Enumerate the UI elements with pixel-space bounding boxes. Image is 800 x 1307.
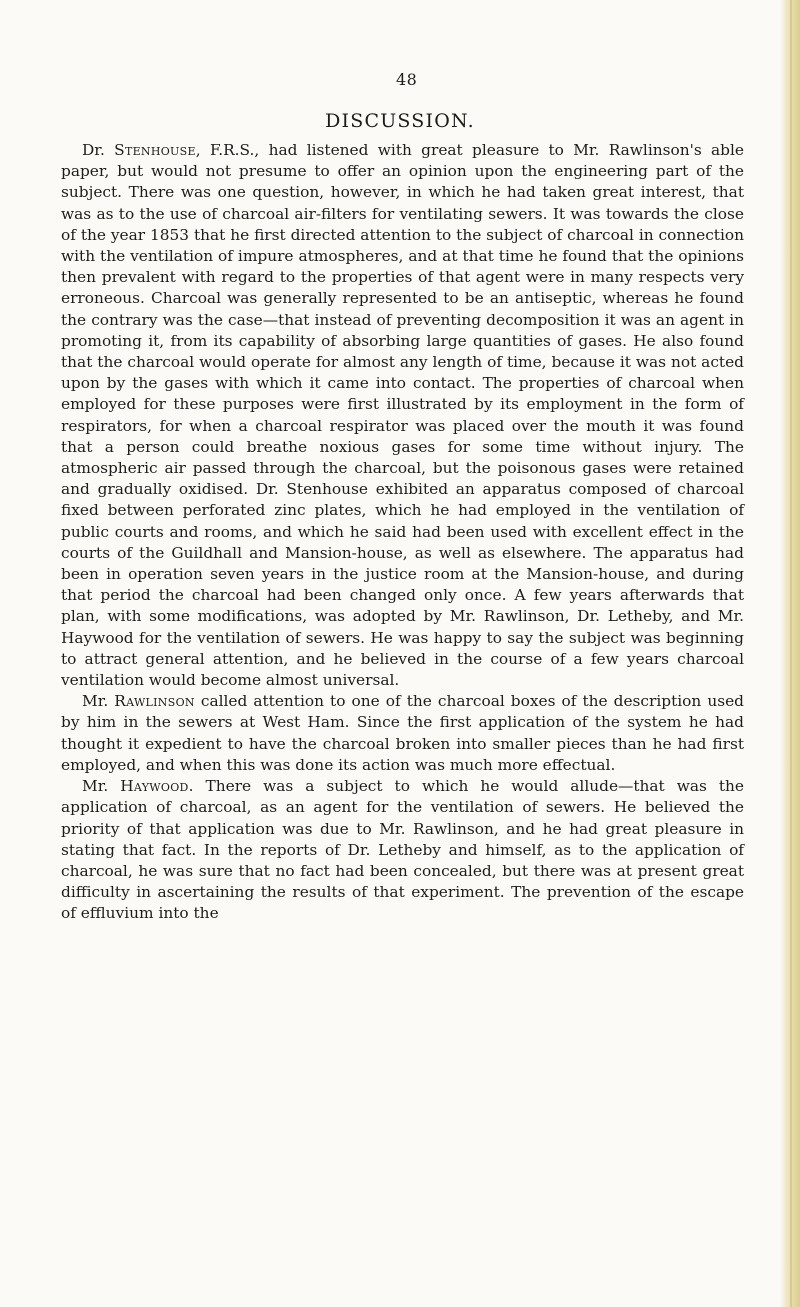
speaker-title: Mr. <box>82 692 115 711</box>
speaker-title: Mr. <box>82 777 121 796</box>
speaker-name: Haywood <box>120 777 189 796</box>
section-title: DISCUSSION. <box>325 110 475 132</box>
page-number: 48 <box>396 70 418 89</box>
speaker-name: Stenhouse <box>114 141 196 159</box>
discussion-body <box>61 140 744 925</box>
paragraph-rawlinson <box>61 691 744 776</box>
speaker-title: Dr. <box>82 141 115 159</box>
page-edge-line <box>790 0 792 1307</box>
paragraph-text: called attention to one of the charcoal boxes of the description used by him in the sewers at West Ham. Since the first application of the system he had thought it expedient to have the charcoal broken into smaller pieces than he had first employed, and when this was done its action was much more effectual. <box>61 692 744 774</box>
paragraph-haywood <box>61 776 744 924</box>
paragraph-text: . There was a subject to which he would allude—that was the application of charcoal, as an agent for the ventilation of sewers. He believed the priority of that application was due to Mr. Rawlinson, and he had great pleasure in stating that fact. In the reports of Dr. Letheby and himself, as to the application of charcoal, he was sure that no fact had been concealed, but there was at present great difficulty in ascertaining the results of that experiment. The prevention of the escape of effluvium into the <box>61 777 744 923</box>
paragraph-text: , F.R.S., had listened with great pleasure to Mr. Rawlinson's able paper, but would not presume to offer an opinion upon the engineering part of the subject. There was one question, however, in which he had taken great interest, that was as to the use of charcoal air-filters for ventilating sewers. It was towards the close of the year 1853 that he first directed attention to the subject of charcoal in connection with the ventilation of impure atmospheres, and at that time he found that the opinions then prevalent with regard to the properties of that agent were in many respects very erroneous. Charcoal was generally represented to be an antiseptic, whereas he found the contrary was the case—that instead of preventing decomposition it was an agent in promoting it, from its capability of absorbing large quantities of gases. He also found that the charcoal would operate for almost any length of time, because it was not acted upon by the gases with which it came into contact. The properties of charcoal when employed for these purposes were first illustrated by its employment in the form of respirators, for when a charcoal respirator was placed over the mouth it was found that a person could breathe noxious gases for some time without injury. The atmospheric air passed through the charcoal, but the poisonous gases were retained and gradually oxidised. Dr. Stenhouse exhibited an apparatus composed of charcoal fixed between perforated zinc plates, which he had employed in the ventilation of public courts and rooms, and which he said had been used with excellent effect in the courts of the Guildhall and Mansion-house, as well as elsewhere. The apparatus had been in operation seven years in the justice room at the Mansion-house, and during that period the charcoal had been changed only once. A few years afterwards that plan, with some modifications, was adopted by Mr. Rawlinson, Dr. Letheby, and Mr. Haywood for the ventilation of sewers. He was happy to say the subject was beginning to attract general attention, and he believed in the course of a few years charcoal ventilation would become almost universal. <box>61 141 744 690</box>
speaker-name: Rawlinson <box>114 692 195 711</box>
paragraph-stenhouse <box>61 140 744 691</box>
